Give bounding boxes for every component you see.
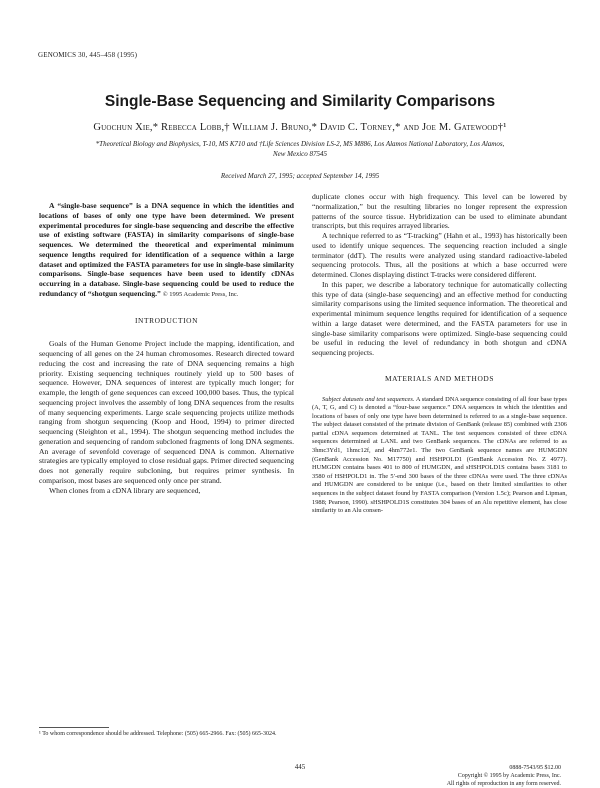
- intro-paragraph: When clones from a cDNA library are sequenced,: [49, 485, 201, 495]
- methods-subheading: Subject datasets and test sequences.: [322, 395, 415, 403]
- issn: 0888-7543/95 $12.00: [509, 765, 561, 771]
- affiliation-text: *Theoretical Biology and Biophysics, T-10, MS K710 and †Life Sciences Division LS-2, MS M886, Los Alamos National Laboratory, Los Alamos, New Mexico 87545: [95, 140, 505, 158]
- intro-paragraph: Goals of the Human Genome Project include the mapping, identification, and sequencing of all genes on the 24 human chromosomes. Research directed toward reducing the cost and increasing the rate of DNA sequencing remains a high priority. Existing sequencing techniques routinely yield up to 500 bases of sequence. However, DNA sequences of interest are typically much longer; for example, the length of gene sequences can exceed 100,000 bases. Thus, the typical sequencing project involves the assembly of long DNA sequences from the results of many sequencing experiments. Large scale sequencing projects utilize methods ranging from shotgun sequencing (Koop and Hood, 1994) to primer directed sequencing (Sleighton et al., 1994). The shotgun sequencing method includes the generation and sequencing of random subcloned fragments of long DNA segments. An average of sevenfold coverage of sequenced DNA is common. Alternative strategies are typically employed to close residual gaps. Primer directed sequencing does not generally require subcloning, but requires primer synthesis. In comparison, most bases are sequenced only once per strand.: [39, 339, 294, 485]
- author-list: Guochun Xie,* Rebecca Lobb,† William J. Bruno,* David C. Torney,* and Joe M. Gatewood†¹: [93, 122, 507, 133]
- abstract-copyright: © 1995 Academic Press, Inc.: [162, 290, 239, 298]
- intro-paragraph: In this paper, we describe a laboratory technique for automatically collecting this type of data (single-base sequencing) and an effective method for conducting similarity comparisons using the limited sequence information. The theoretical and experimental minimum sequence lengths required for identification of a sequence within a large dataset were determined, and the FASTA parameters for use in single-base similarity comparisons were optimized. Single-base sequencing could be useful in reducing the level of redundancy in both shotgun and cDNA sequencing projects.: [312, 279, 567, 357]
- page-number: 445: [294, 763, 306, 771]
- footnote: ¹ To whom correspondence should be addressed. Telephone: (505) 665-2966. Fax: (505) 665-3024.: [39, 731, 277, 737]
- intro-paragraph: A technique referred to as “T-tracking” (Hahn et al., 1993) has historically been used to identify unique sequences. The sequencing reaction included a single terminator (ddT). The results were analyzed using standard radioactive-labeled sequencing protocols. Thus, all the positions at which a base occurred were determined. Clones displaying distinct T-tracks were considered different.: [312, 231, 567, 279]
- affiliation: [0, 140, 600, 159]
- received-dates: Received March 27, 1995; accepted September 14, 1995: [220, 172, 380, 180]
- abstract-text: A “single-base sequence” is a DNA sequence in which the identities and locations of bases of only one type have been determined. We present experimental procedures for single-base sequencing and describe the effective use of existing software (FASTA) in similarity comparisons of single-base sequences. We determined the theoretical and experimental minimum sequence lengths required for identification of a sequence within a large dataset and optimized the FASTA parameters for use in single-base similarity comparisons. Single-base sequences have been used to identify cDNAs occurring in a database. Single-base sequencing could be used to reduce the redundancy of “shotgun sequencing.”: [39, 201, 294, 298]
- copyright-line: Copyright © 1995 by Academic Press, Inc.: [457, 773, 561, 779]
- copyright-block: [447, 764, 561, 788]
- footnote-divider: [39, 727, 109, 728]
- rights-line: All rights of reproduction in any form reserved.: [446, 781, 561, 787]
- paper-title: Single-Base Sequencing and Similarity Comparisons: [104, 93, 496, 110]
- journal-reference: GENOMICS 30, 445–458 (1995): [38, 51, 138, 59]
- section-heading-methods: MATERIALS AND METHODS: [384, 373, 495, 383]
- right-column: [312, 192, 567, 516]
- methods-paragraph: [312, 396, 567, 516]
- methods-text: A standard DNA sequence consisting of all four base types (A, T, G, and C) is denoted a “four-base sequence.” DNA sequences in which the identities and locations of bases of only one type have been determined is referred to as a single-base sequence. The subject dataset consisted of the primate division of GenBank (release 85) combined with 2306 partial cDNA sequences determined at TANL. The test sequences consisted of three cDNA sequences determined at LANL and two GenBank sequences. The cDNAs are referred to as 3hmc3Yd1, 1hmc12f, and 4hm772e1. The two GenBank sequence names are HUMGDN (GenBank Accession No. M17750) and HSHPOLD1 (GenBank Accession No. Z 4977). HUMGDN contains bases 401 to 800 of HUMGDN, and sHSHPOLD1S contains bases 3181 to 3580 of HSHPOLD1 in. The 5′-end 300 bases of the three cDNAs were used. The three cDNAs and HUMGDN are considered to be unique (i.e., based on their limited similarities to other sequences in the subject dataset found by FASTA comparison (Version 1.5c); Pearson and Lipman, 1988; Pearson, 1990). sHSHPOLD1S constitutes 304 bases of an Alu repetitive element, has close similarity to an Alu consen-: [312, 395, 567, 515]
- intro-paragraph: duplicate clones occur with high frequency. This level can be lowered by “normalization,” but the resulting libraries no longer represent the expression patterns of the source tissue. Hybridization can be used to eliminate abundant transcripts, but this requires arrayed libraries.: [312, 192, 567, 231]
- section-heading-introduction: INTRODUCTION: [134, 315, 199, 325]
- abstract: [39, 201, 294, 300]
- left-column: [39, 201, 294, 495]
